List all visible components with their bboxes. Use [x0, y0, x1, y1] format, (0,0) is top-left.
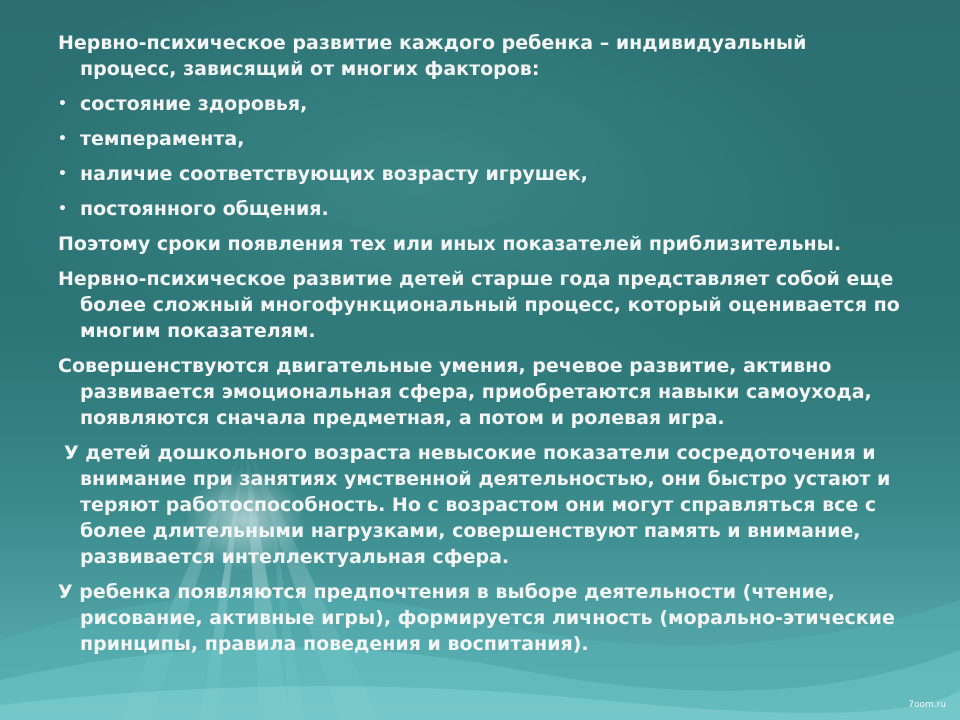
slide-text-block [58, 30, 908, 666]
bullet-text: постоянного общения. [80, 198, 329, 220]
older-children-paragraph: Нервно-психическое развитие детей старше года представляет собой еще более сложный многофункциональный процесс, который оценивается по многим показателям. [58, 268, 900, 342]
bullet-text: наличие соответствующих возрасту игрушек, [80, 163, 588, 185]
approximate-terms-paragraph: Поэтому сроки появления тех или иных показателей приблизительны. [58, 233, 842, 255]
bullet-item [58, 196, 908, 222]
preschool-paragraph: У детей дошкольного возраста невысокие показатели сосредоточения и внимание при занятиях умственной деятельностью, они быстро устают и теряют работоспособность. Но с возрастом они могут справляться все с более длительными нагрузками, совершенствуют память и внимание, развивается интеллектуальная сфера. [64, 442, 891, 568]
bullet-item [58, 126, 908, 152]
intro-paragraph: Нервно-психическое развитие каждого ребенка – индивидуальный процесс, зависящий от многих факторов: [58, 32, 807, 80]
bullet-icon: • [58, 201, 67, 217]
bullet-icon: • [58, 131, 67, 147]
bullet-text: состояние здоровья, [80, 93, 308, 115]
bullet-item [58, 91, 908, 117]
skills-paragraph: Совершенствуются двигательные умения, речевое развитие, активно развивается эмоциональная сфера, приобретаются навыки самоухода, появляются сначала предметная, а потом и ролевая игра. [58, 355, 872, 429]
bullet-icon: • [58, 96, 67, 112]
bullet-item [58, 161, 908, 187]
watermark: 7oom.ru [908, 700, 946, 710]
preferences-paragraph: У ребенка появляются предпочтения в выборе деятельности (чтение, рисование, активные игры), формируется личность (морально-этические принципы, правила поведения и воспитания). [58, 581, 895, 655]
bullet-text: темперамента, [80, 128, 245, 150]
bullet-icon: • [58, 166, 67, 182]
